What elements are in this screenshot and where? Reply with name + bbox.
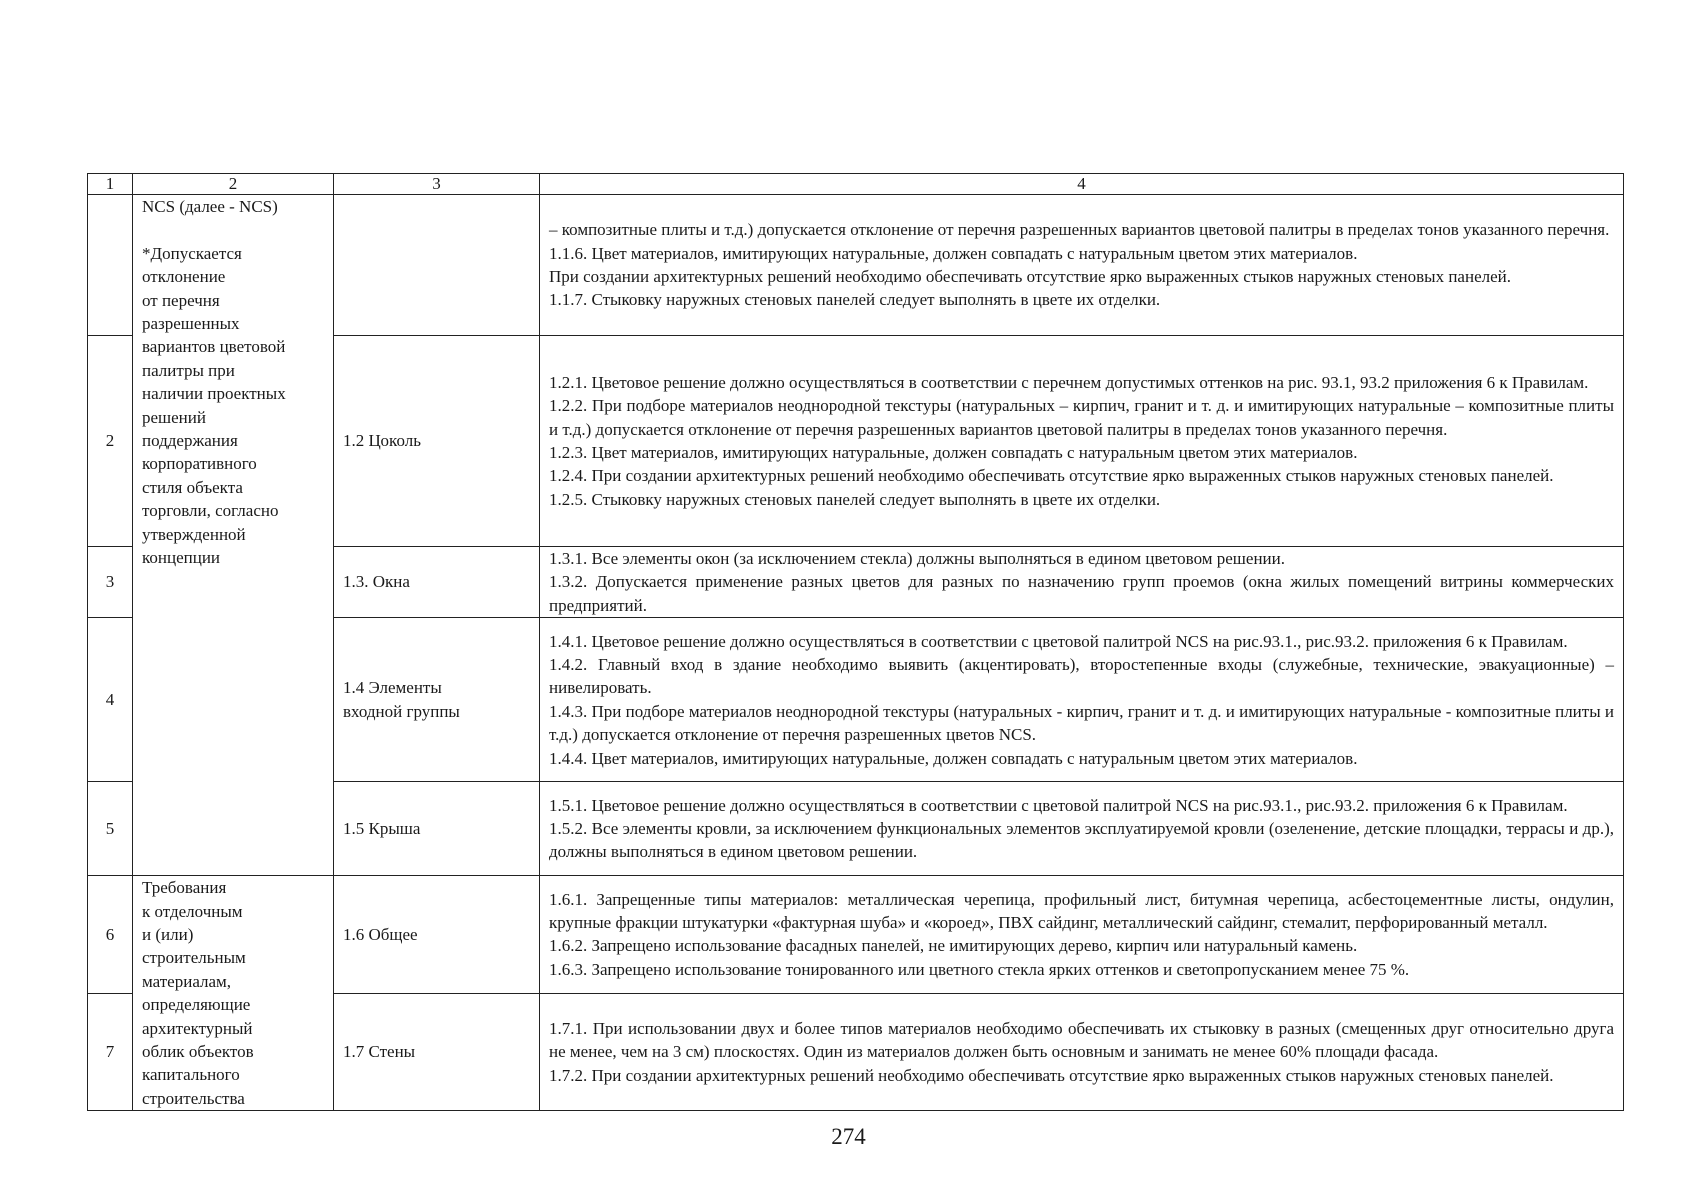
- requirement-text: 1.4.1. Цветовое решение должно осуществляться в соответствии с цветовой палитрой NCS на рис.93.1., рис.93.2. приложения 6 к Правилам. 1.4.2. Главный вход в здание необходимо выявить (акцентировать), второстепенные входы (служебные, технические, эвакуационные) – нивелировать. 1.4.3. При подборе материалов неоднородной текстуры (натуральных - кирпич, гранит и т. д. и имитирующих натуральные - композитные плиты и т.д.) допускается отклонение от перечня разрешенных цветов NCS. 1.4.4. Цвет материалов, имитирующих натуральные, должен совпадать с натуральным цветом этих материалов.: [540, 618, 1624, 782]
- table-row: [88, 195, 1624, 336]
- section-name: 1.2 Цоколь: [334, 336, 540, 547]
- section-name: 1.5 Крыша: [334, 782, 540, 876]
- row-number: 4: [88, 618, 133, 782]
- header-col-1: 1: [88, 174, 133, 195]
- row-number: 7: [88, 993, 133, 1111]
- requirement-text: 1.5.1. Цветовое решение должно осуществляться в соответствии с цветовой палитрой NCS на рис.93.1., рис.93.2. приложения 6 к Правилам. 1.5.2. Все элементы кровли, за исключением функциональных элементов эксплуатируемой кровли (озеленение, детские площадки, террасы и др.), должны выполняться в едином цветовом решении.: [540, 782, 1624, 876]
- header-col-2: 2: [133, 174, 334, 195]
- header-col-4: 4: [540, 174, 1624, 195]
- header-row: [88, 174, 1624, 195]
- row-number: 2: [88, 336, 133, 547]
- row-number: 3: [88, 547, 133, 618]
- section-name: 1.3. Окна: [334, 547, 540, 618]
- row-number: [88, 195, 133, 336]
- requirement-text: 1.3.1. Все элементы окон (за исключением стекла) должны выполняться в едином цветовом решении. 1.3.2. Допускается применение разных цветов для разных по назначению групп проемов (окна жилых помещений витрины коммерческих предприятий.: [540, 547, 1624, 618]
- header-col-3: 3: [334, 174, 540, 195]
- requirements-table: [87, 173, 1624, 1111]
- section-name: [334, 195, 540, 336]
- requirement-text: – композитные плиты и т.д.) допускается отклонение от перечня разрешенных вариантов цветовой палитры в пределах тонов указанного перечня. 1.1.6. Цвет материалов, имитирующих натуральные, должен совпадать с натуральным цветом этих материалов. При создании архитектурных решений необходимо обеспечивать отсутствие ярко выраженных стыков наружных стеновых панелей. 1.1.7. Стыковку наружных стеновых панелей следует выполнять в цвете их отделки.: [540, 195, 1624, 336]
- section-name: 1.6 Общее: [334, 876, 540, 994]
- requirement-text: 1.6.1. Запрещенные типы материалов: металлическая черепица, профильный лист, битумная черепица, асбестоцементные листы, ондулин, крупные фракции штукатурки «фактурная шуба» и «короед», ПВХ сайдинг, металлический сайдинг, стемалит, перфорированный металл. 1.6.2. Запрещено использование фасадных панелей, не имитирующих дерево, кирпич или натуральный камень. 1.6.3. Запрещено использование тонированного или цветного стекла ярких оттенков и светопропусканием менее 75 %.: [540, 876, 1624, 994]
- requirement-text: 1.2.1. Цветовое решение должно осуществляться в соответствии с перечнем допустимых оттенков на рис. 93.1, 93.2 приложения 6 к Правилам. 1.2.2. При подборе материалов неоднородной текстуры (натуральных – кирпич, гранит и т. д. и имитирующих натуральные – композитные плиты и т.д.) допускается отклонение от перечня разрешенных вариантов цветовой палитры в пределах тонов указанного перечня. 1.2.3. Цвет материалов, имитирующих натуральные, должен совпадать с натуральным цветом этих материалов. 1.2.4. При создании архитектурных решений необходимо обеспечивать отсутствие ярко выраженных стыков наружных стеновых панелей. 1.2.5. Стыковку наружных стеновых панелей следует выполнять в цвете их отделки.: [540, 336, 1624, 547]
- group-a-label: NCS (далее - NCS) *Допускается отклонение от перечня разрешенных вариантов цветовой палитры при наличии проектных решений поддержания корпоративного стиля объекта торговли, согласно утвержденной концепции: [133, 195, 334, 876]
- section-name: 1.7 Стены: [334, 993, 540, 1111]
- row-number: 5: [88, 782, 133, 876]
- requirement-text: 1.7.1. При использовании двух и более типов материалов необходимо обеспечивать их стыковку в разных (смещенных друг относительно друга не менее, чем на 3 см) плоскостях. Один из материалов должен быть основным и занимать не менее 60% площади фасада. 1.7.2. При создании архитектурных решений необходимо обеспечивать отсутствие ярко выраженных стыков наружных стеновых панелей.: [540, 993, 1624, 1111]
- section-name: 1.4 Элементы входной группы: [334, 618, 540, 782]
- page-number: 274: [831, 1124, 866, 1149]
- row-number: 6: [88, 876, 133, 994]
- group-b-label: Требования к отделочным и (или) строительным материалам, определяющие архитектурный облик объектов капитального строительства: [133, 876, 334, 1111]
- table-row: [88, 876, 1624, 994]
